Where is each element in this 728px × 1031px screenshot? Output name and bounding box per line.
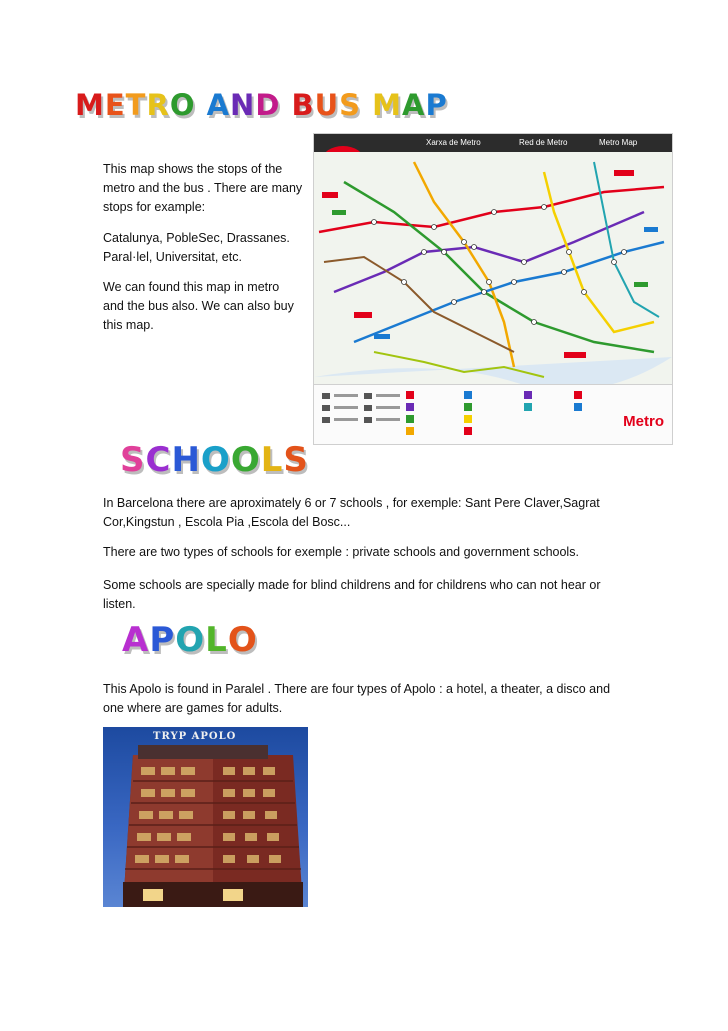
map-header-bar [314,134,672,152]
text-line: metro and the bus . There are many [103,181,303,195]
text-line: In Barcelona there are aproximately 6 or 7 schools , for exemple: Sant Pere Claver,Sagrat [103,496,600,510]
metro-paragraph-2 [103,229,308,267]
apolo-heading: APOLO [122,620,258,660]
text-line: one where are games for adults. [103,701,283,715]
metro-paragraph-1 [103,160,308,217]
map-header-label: Metro Map [599,138,638,147]
map-header-label: Xarxa de Metro [426,138,481,147]
metro-paragraph-3 [103,278,308,335]
hotel-sign: TRYP APOLO [153,731,237,742]
legend-graphic [314,385,672,445]
metro-and-bus-map-heading: METRO AND BUS MAP [75,88,448,122]
text-line: This Apolo is found in Paralel . There are four types of Apolo : a hotel, a theater, a disco and [103,682,611,696]
hotel-building-graphic [103,727,308,907]
text-line: listen. [103,597,136,611]
text-line: stops for example: [103,200,206,214]
text-line: We can found this map in metro [103,280,280,294]
text-line: and the bus also. We can also buy [103,299,294,313]
metro-map-image [313,133,673,445]
text-line: Paral·lel, Universitat, etc. [103,250,242,264]
apolo-paragraph-1 [103,680,683,718]
map-header-label: Red de Metro [519,138,568,147]
metro-logo: Metro [623,413,664,430]
metro-lines-graphic [314,152,672,402]
hotel-apolo-photo [103,727,308,907]
schools-heading: SCHOOLS [120,440,309,480]
text-line: Some schools are specially made for blind childrens and for childrens who can not hear or [103,578,601,592]
text-line: Catalunya, PobleSec, Drassanes. [103,231,290,245]
text-line: Cor,Kingstun , Escola Pia ,Escola del Bosc... [103,515,351,529]
map-legend [314,384,672,445]
schools-paragraph-2: There are two types of schools for exemple : private schools and government schools. [103,545,579,559]
schools-paragraph-3 [103,576,663,614]
text-line: this map. [103,318,154,332]
schools-paragraph-1 [103,494,663,532]
text-line: This map shows the stops of the [103,162,283,176]
